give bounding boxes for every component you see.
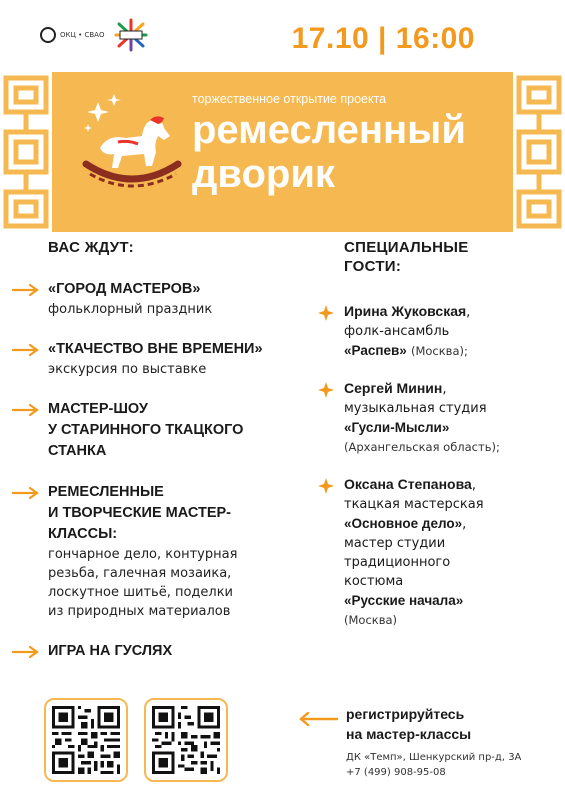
program-item (12, 641, 312, 662)
address-line: ДК «Темп», Шенкурский пр-д, 3А (346, 752, 522, 763)
guest-desc: костюма (344, 574, 404, 589)
guests-heading (318, 238, 548, 276)
register-line2: на мастер-классы (346, 726, 472, 742)
phone-line: +7 (499) 908-95-08 (346, 767, 446, 778)
arrow-left-icon (298, 712, 338, 726)
star-icon (318, 478, 334, 494)
arrow-right-icon (12, 487, 40, 499)
arrow-right-icon (12, 344, 40, 356)
program-item-title: «ГОРОД МАСТЕРОВ» (48, 281, 201, 297)
program-item-title: КЛАССЫ: (48, 526, 118, 542)
arrow-right-icon (12, 646, 40, 658)
program-item-desc: гончарное дело, контурная (48, 547, 238, 562)
program-item-desc: экскурсия по выставке (48, 362, 207, 377)
guest-desc: ткацкая мастерская (344, 497, 484, 512)
guests-heading-line2: ГОСТИ: (344, 258, 402, 275)
okc-logo (40, 27, 104, 43)
ornament-pattern-icon (0, 72, 52, 232)
okc-logo-label: ОКЦ • СВАО (60, 31, 105, 39)
program-item-title: МАСТЕР-ШОУ (48, 401, 148, 417)
guest-group: «Распев» (344, 343, 407, 358)
star-icon (318, 305, 334, 321)
program-item-desc: резьба, галечная мозаика, (48, 566, 232, 581)
ornament-pattern-icon (513, 72, 565, 232)
star-icon (318, 382, 334, 398)
program-item-desc: из природных материалов (48, 604, 231, 619)
guest-item: Оксана Степанова, ткацкая мастерская «Основное дело», мастер студии традиционного костюма «Русские начала» (Москва) (318, 475, 548, 630)
rocking-horse-icon (78, 90, 188, 200)
top-logos (40, 18, 148, 52)
program-item (12, 279, 312, 319)
guest-group: «Русские начала» (344, 593, 464, 608)
program-item-title: У СТАРИННОГО ТКАЦКОГО (48, 422, 244, 438)
program-item (12, 482, 312, 621)
arrow-right-icon (12, 284, 40, 296)
guests-heading-line1: СПЕЦИАЛЬНЫЕ (344, 239, 469, 256)
program-item (12, 339, 312, 379)
program-item-title: РЕМЕСЛЕННЫЕ (48, 484, 164, 500)
venue-address (346, 750, 556, 780)
qr-code-icon (52, 706, 120, 774)
guest-place: (Москва) (344, 613, 398, 627)
guest-desc: фолк-ансамбль (344, 324, 450, 339)
program-item-title: И ТВОРЧЕСКИЕ МАСТЕР- (48, 505, 231, 521)
register-text (346, 704, 546, 744)
program-item-title: «ТКАЧЕСТВО ВНЕ ВРЕМЕНИ» (48, 341, 263, 357)
temp-logo (114, 18, 148, 52)
guest-item: Сергей Минин, музыкальная студия «Гусли-Мысли» (Архангельская область); (318, 379, 548, 457)
guest-desc: музыкальная студия (344, 401, 487, 416)
banner-subtitle: торжественное открытие проекта (192, 92, 387, 106)
qr-code-2[interactable] (144, 698, 228, 782)
guest-name: Ирина Жуковская (344, 303, 467, 319)
program-item (12, 399, 312, 462)
register-line1: регистрируйтесь (346, 706, 465, 722)
project-title-line1: ремесленный (192, 108, 466, 152)
ornament-left (0, 72, 52, 232)
temp-burst-icon (114, 18, 148, 52)
guest-place: (Архангельская область); (344, 440, 500, 454)
program-item-desc: лоскутное шитьё, поделки (48, 585, 234, 600)
program-column (12, 238, 312, 662)
guest-desc: традиционного (344, 555, 451, 570)
program-heading: ВАС ЖДУТ: (48, 239, 134, 256)
guest-desc: мастер студии (344, 536, 446, 551)
guest-group: «Основное дело» (344, 516, 463, 531)
program-item-title: ИГРА НА ГУСЛЯХ (48, 643, 173, 659)
qr-code-icon (152, 706, 220, 774)
ornament-right (513, 72, 565, 232)
program-item-title: СТАНКА (48, 443, 107, 459)
arrow-right-icon (12, 404, 40, 416)
okc-ring-icon (40, 27, 56, 43)
program-item-desc: фольклорный праздник (48, 302, 213, 317)
guest-name: Сергей Минин (344, 380, 443, 396)
guest-group: «Гусли-Мысли» (344, 420, 450, 435)
project-title-line2: дворик (192, 152, 335, 196)
guest-name: Оксана Степанова (344, 476, 472, 492)
guest-place: (Москва); (410, 344, 468, 358)
guests-column (318, 238, 548, 630)
qr-code-1[interactable] (44, 698, 128, 782)
event-datetime: 17.10 | 16:00 (291, 22, 475, 55)
project-title (192, 108, 512, 196)
guest-item: Ирина Жуковская, фолк-ансамбль «Распев» (Москва); (318, 302, 548, 361)
